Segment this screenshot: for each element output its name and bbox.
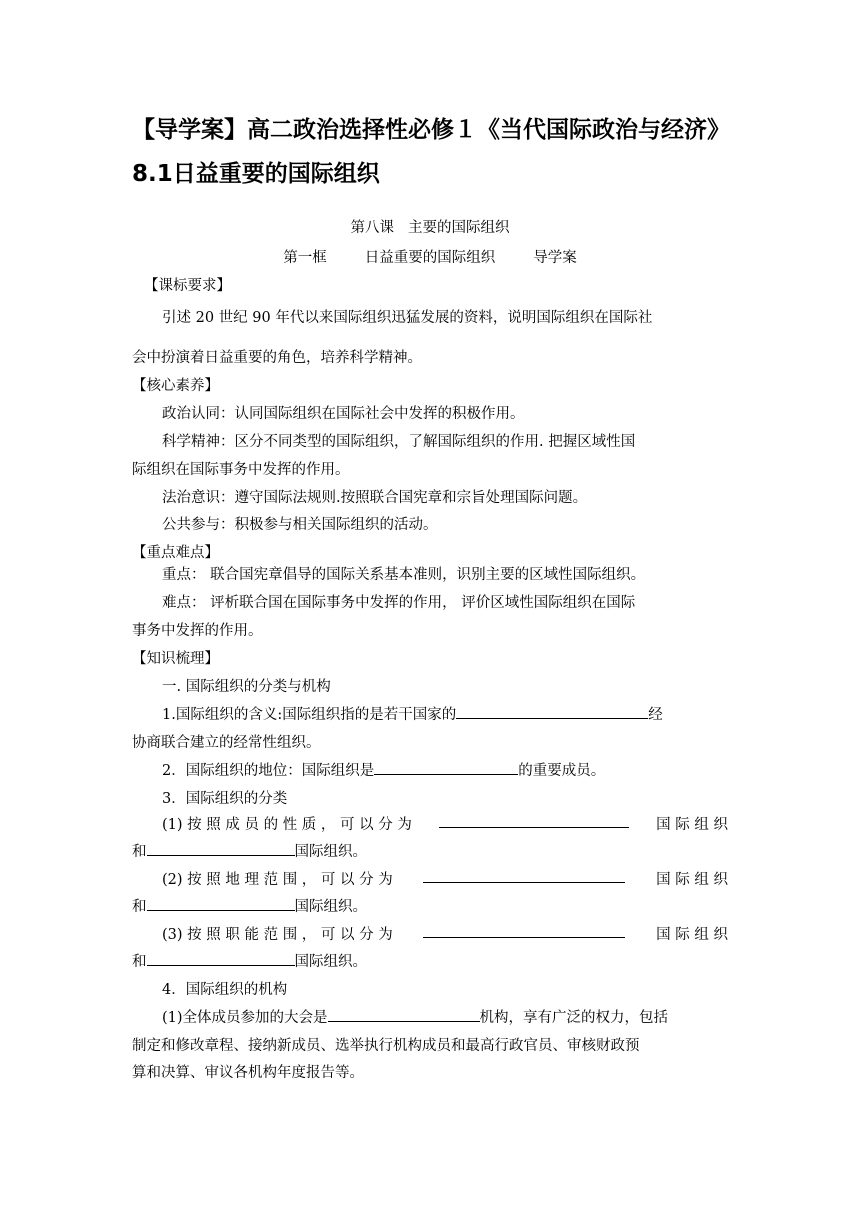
classification-1	[162, 813, 728, 834]
keypoints-difficult-2: 事务中发挥的作用。	[132, 623, 263, 639]
question-1-prefix: 1.国际组织的含义:国际组织指的是若干国家的	[162, 707, 457, 723]
keypoints-difficult-1: 难点： 评析联合国在国际事务中发挥的作用， 评价区域性国际组织在国际	[162, 595, 636, 611]
question-4-1	[162, 1006, 668, 1027]
question-1-suffix: 经	[648, 707, 663, 723]
lesson-section-name: 日益重要的国际组织	[364, 250, 496, 266]
question-2-prefix: 2．国际组织的地位：国际组织是	[162, 763, 375, 779]
and-suffix: 国际组织。	[294, 954, 367, 970]
literacy-political: 政治认同：认同国际组织在国际社会中发挥的积极作用。	[162, 406, 525, 422]
question-1	[162, 703, 663, 724]
lesson-unit-name: 主要的国际组织	[408, 220, 510, 236]
literacy-public: 公共参与：积极参与相关国际组织的活动。	[162, 517, 438, 533]
literacy-law: 法治意识：遵守国际法规则.按照联合国宪章和宗旨处理国际问题。	[162, 490, 588, 506]
and-word: 和	[132, 899, 147, 915]
classification-3-line-2	[132, 950, 367, 971]
classification-2	[162, 868, 728, 889]
question-1-line-2: 协商联合建立的经常性组织。	[132, 735, 321, 751]
question-4-1-line-2: 制定和修改章程、接纳新成员、选举执行机构成员和最高行政官员、审核财政预	[132, 1038, 640, 1054]
answer-blank-6[interactable]	[147, 896, 295, 911]
classification-3-prefix: (3) 按 照 职 能 范 围 ， 可 以 分 为	[162, 927, 393, 943]
classification-3	[162, 923, 728, 944]
answer-blank-3[interactable]	[439, 813, 629, 828]
lesson-type: 导学案	[533, 250, 577, 266]
literacy-heading: 【核心素养】	[132, 378, 219, 394]
knowledge-heading: 【知识梳理】	[132, 651, 219, 667]
literacy-science-2: 际组织在国际事务中发挥的作用。	[132, 462, 350, 478]
curriculum-text-1: 引述 20 世纪 90 年代以来国际组织迅猛发展的资料，说明国际组织在国际社	[162, 310, 653, 326]
lesson-unit-line	[132, 216, 728, 237]
answer-blank-9[interactable]	[328, 1007, 480, 1022]
question-4-1-suffix: 机构，享有广泛的权力，包括	[479, 1010, 669, 1026]
question-2-suffix: 的重要成员。	[518, 763, 606, 779]
and-suffix: 国际组织。	[294, 844, 367, 860]
answer-blank-1[interactable]	[456, 704, 648, 719]
lesson-section: 第一框	[283, 250, 327, 266]
answer-blank-7[interactable]	[423, 923, 625, 938]
and-word: 和	[132, 844, 147, 860]
answer-blank-8[interactable]	[147, 951, 295, 966]
knowledge-section-1: 一. 国际组织的分类与机构	[162, 679, 331, 695]
answer-blank-2[interactable]	[374, 760, 518, 775]
answer-blank-4[interactable]	[147, 841, 295, 856]
classification-2-suffix: 国 际 组 织	[656, 872, 728, 888]
question-2	[162, 759, 605, 780]
document-title: 【导学案】高二政治选择性必修１《当代国际政治与经济》8.1日益重要的国际组织	[132, 117, 730, 187]
classification-2-prefix: (2) 按 照 地 理 范 围 ， 可 以 分 为	[162, 872, 393, 888]
question-4-1-line-3: 算和决算、审议各机构年度报告等。	[132, 1065, 364, 1081]
lesson-unit: 第八课	[350, 220, 394, 236]
classification-1-suffix: 国 际 组 织	[656, 817, 728, 833]
classification-3-suffix: 国 际 组 织	[656, 927, 728, 943]
lesson-section-line	[132, 246, 728, 267]
question-4: 4．国际组织的机构	[162, 982, 288, 998]
and-suffix: 国际组织。	[294, 899, 367, 915]
keypoints-key: 重点： 联合国宪章倡导的国际关系基本准则，识别主要的区域性国际组织。	[162, 567, 646, 583]
classification-1-line-2	[132, 840, 367, 861]
keypoints-heading: 【重点难点】	[132, 545, 219, 561]
literacy-science-1: 科学精神：区分不同类型的国际组织，了解国际组织的作用. 把握区域性国	[162, 434, 636, 450]
question-4-1-prefix: (1)全体成员参加的大会是	[162, 1010, 328, 1026]
classification-1-prefix: (1) 按 照 成 员 的 性 质 ， 可 以 分 为	[162, 817, 412, 833]
classification-2-line-2	[132, 895, 367, 916]
and-word: 和	[132, 954, 147, 970]
question-3: 3．国际组织的分类	[162, 791, 288, 807]
answer-blank-5[interactable]	[423, 868, 625, 883]
curriculum-heading: 【课标要求】	[144, 278, 231, 294]
curriculum-text-2: 会中扮演着日益重要的角色，培养科学精神。	[132, 350, 422, 366]
